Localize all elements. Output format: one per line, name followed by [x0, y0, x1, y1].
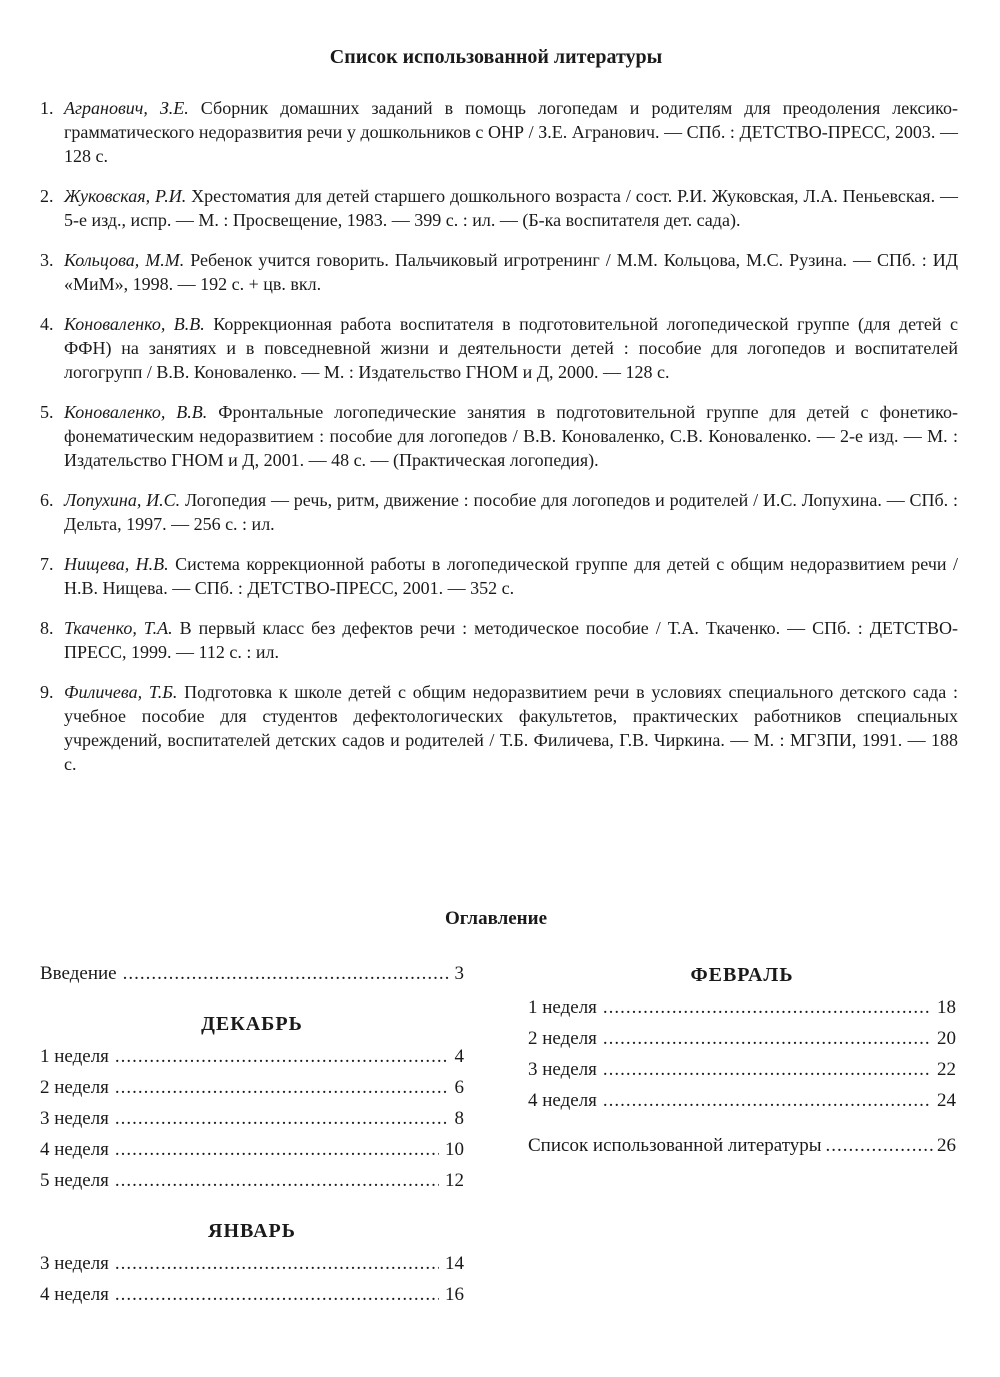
- reference-number: 4.: [40, 314, 54, 334]
- toc-entry[interactable]: [528, 1023, 956, 1054]
- toc-page-number: 8: [454, 1108, 464, 1129]
- reference-author: Жуковская, Р.И.: [64, 186, 187, 206]
- leader-dots: [603, 1085, 931, 1116]
- toc-entry[interactable]: [40, 1165, 464, 1196]
- reference-number: 1.: [40, 98, 54, 118]
- toc-entry[interactable]: [528, 1054, 956, 1085]
- toc-entry-label: 1 неделя: [40, 1046, 109, 1067]
- toc-page-number: 3: [454, 963, 464, 984]
- toc-page-number: 14: [445, 1253, 464, 1274]
- toc-entry-label: 4 неделя: [40, 1139, 109, 1160]
- toc-entry[interactable]: [40, 1072, 464, 1103]
- toc-page-number: 18: [937, 997, 956, 1018]
- toc-entry[interactable]: [40, 1041, 464, 1072]
- toc-entry-intro[interactable]: [40, 958, 464, 989]
- toc-entry-label: 2 неделя: [40, 1077, 109, 1098]
- toc-page-number: 12: [445, 1170, 464, 1191]
- reference-item: [40, 312, 958, 384]
- reference-item: [40, 400, 958, 472]
- reference-item: [40, 488, 958, 536]
- reference-item: [40, 552, 958, 600]
- leader-dots: [826, 1130, 933, 1161]
- leader-dots: [115, 1165, 439, 1196]
- leader-dots: [115, 1279, 439, 1310]
- reference-text: Коррекционная работа воспитателя в подготовительной логопедической группе (для детей с ФФН) на занятиях и в повседневной жизни и деятельности детей : пособие для логопедов и воспитателей логогрупп / В.В. Коноваленко. — М. : Издательство ГНОМ и Д, 2000. — 128 с.: [64, 314, 959, 382]
- toc-entry[interactable]: [40, 1134, 464, 1165]
- leader-dots: [115, 1041, 449, 1072]
- reference-text: Хрестоматия для детей старшего дошкольного возраста / сост. Р.И. Жуковская, Л.А. Пеньевская. — 5-е изд., испр. — М. : Просвещение, 1983. — 399 с. : ил. — (Б-ка воспитателя дет. сада).: [64, 186, 958, 230]
- reference-text: В первый класс без дефектов речи : методическое пособие / Т.А. Ткаченко. — СПб. : ДЕТСТВО-ПРЕСС, 1999. — 112 с. : ил.: [64, 618, 958, 662]
- section-heading-december: ДЕКАБРЬ: [201, 1013, 303, 1035]
- leader-dots: [603, 992, 931, 1023]
- reference-text: Ребенок учится говорить. Пальчиковый игротренинг / М.М. Кольцова, М.С. Рузина. — СПб. : ИД «МиМ», 1998. — 192 с. + цв. вкл.: [64, 250, 958, 294]
- toc-entry-label: 3 неделя: [40, 1253, 109, 1274]
- reference-text: Подготовка к школе детей с общим недоразвитием речи в условиях специального детского сада : учебное пособие для студентов дефектологических факультетов, практических работников специальных учреждений, воспитателей детских садов и родителей / Т.Б. Филичева, Г.В. Чиркина. — М. : МГЗПИ, 1991. — 188 с.: [64, 682, 958, 774]
- reference-author: Кольцова, М.М.: [64, 250, 185, 270]
- toc-entry[interactable]: [40, 1248, 464, 1279]
- toc-page-number: 4: [454, 1046, 464, 1067]
- reference-text: Фронтальные логопедические занятия в подготовительной группе для детей с фонетико-фонематическим недоразвитием : пособие для логопедов / В.В. Коноваленко, С.В. Коноваленко. — 2-е изд. — М. : Издательство ГНОМ и Д, 2001. — 48 с. — (Практическая логопедия).: [64, 402, 959, 470]
- reference-number: 6.: [40, 490, 54, 510]
- reference-item: [40, 616, 958, 664]
- reference-author: Нищева, Н.В.: [64, 554, 169, 574]
- toc-entry[interactable]: [528, 992, 956, 1023]
- reference-text: Логопедия — речь, ритм, движение : пособие для логопедов и родителей / И.С. Лопухина. — СПб. : Дельта, 1997. — 256 с. : ил.: [64, 490, 958, 534]
- leader-dots: [603, 1054, 931, 1085]
- bibliography-title: Список использованной литературы: [329, 46, 663, 68]
- leader-dots: [115, 1103, 449, 1134]
- toc-entry[interactable]: [40, 1279, 464, 1310]
- bibliography-list: [40, 96, 958, 792]
- leader-dots: [603, 1023, 931, 1054]
- reference-item: [40, 680, 958, 776]
- toc-page-number: 6: [454, 1077, 464, 1098]
- toc-page-number: 24: [937, 1090, 956, 1111]
- section-heading-february: ФЕВРАЛЬ: [690, 964, 794, 986]
- toc-entry-label: 5 неделя: [40, 1170, 109, 1191]
- toc-entry[interactable]: [40, 1103, 464, 1134]
- reference-author: Ткаченко, Т.А.: [64, 618, 173, 638]
- reference-number: 2.: [40, 186, 54, 206]
- leader-dots: [115, 1134, 439, 1165]
- leader-dots: [115, 1072, 449, 1103]
- leader-dots: [115, 1248, 439, 1279]
- toc-entry-label: 4 неделя: [528, 1090, 597, 1111]
- reference-author: Коноваленко, В.В.: [64, 402, 208, 422]
- reference-author: Коноваленко, В.В.: [64, 314, 205, 334]
- toc-page-number: 20: [937, 1028, 956, 1049]
- reference-number: 8.: [40, 618, 54, 638]
- toc-title: Оглавление: [444, 908, 548, 929]
- toc-left-column: [40, 958, 464, 1310]
- toc-page-number: 22: [937, 1059, 956, 1080]
- toc-entry-label: Список использованной литературы: [528, 1135, 822, 1156]
- reference-author: Лопухина, И.С.: [64, 490, 181, 510]
- toc-entry-label: 4 неделя: [40, 1284, 109, 1305]
- reference-text: Сборник домашних заданий в помощь логопедам и родителям для преодоления лексико-грамматического недоразвития речи у дошкольников с ОНР / З.Е. Агранович. — СПб. : ДЕТСТВО-ПРЕСС, 2003. — 128 с.: [64, 98, 958, 166]
- toc-entry-label: 3 неделя: [528, 1059, 597, 1080]
- toc-entry[interactable]: [528, 1085, 956, 1116]
- toc-page-number: 26: [937, 1135, 956, 1156]
- reference-author: Агранович, З.Е.: [64, 98, 189, 118]
- reference-number: 3.: [40, 250, 54, 270]
- toc-page-number: 10: [445, 1139, 464, 1160]
- toc-right-column: [528, 958, 956, 1161]
- toc-page-number: 16: [445, 1284, 464, 1305]
- section-heading-january: ЯНВАРЬ: [208, 1220, 296, 1242]
- reference-item: [40, 248, 958, 296]
- reference-number: 7.: [40, 554, 54, 574]
- reference-number: 5.: [40, 402, 54, 422]
- toc-entry-label: 2 неделя: [528, 1028, 597, 1049]
- toc-entry-label: 3 неделя: [40, 1108, 109, 1129]
- leader-dots: [123, 958, 449, 989]
- toc-entry-label: Введение: [40, 963, 117, 984]
- toc-entry-label: 1 неделя: [528, 997, 597, 1018]
- toc-entry-literature[interactable]: [528, 1130, 956, 1161]
- reference-number: 9.: [40, 682, 54, 702]
- reference-text: Система коррекционной работы в логопедической группе для детей с общим недоразвитием речи / Н.В. Нищева. — СПб. : ДЕТСТВО-ПРЕСС, 2001. — 352 с.: [64, 554, 958, 598]
- reference-author: Филичева, Т.Б.: [64, 682, 178, 702]
- reference-item: [40, 96, 958, 168]
- reference-item: [40, 184, 958, 232]
